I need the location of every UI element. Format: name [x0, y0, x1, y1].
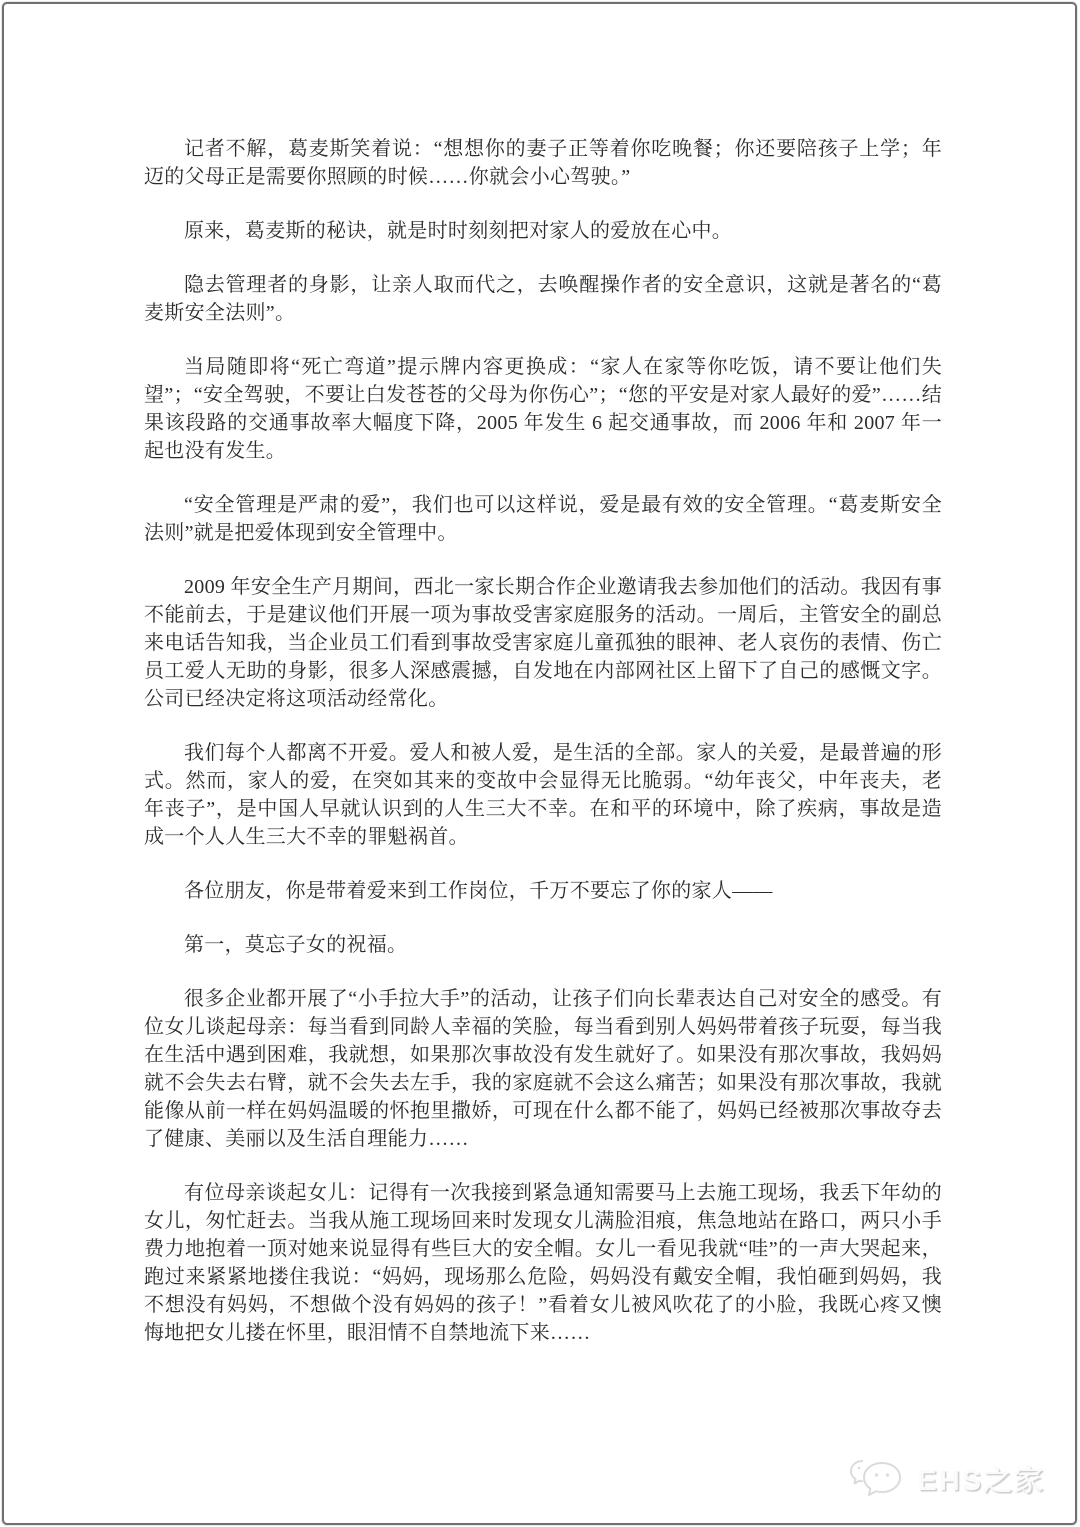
paragraph: 第一，莫忘子女的祝福。 [184, 934, 408, 956]
paragraph: 各位朋友，你是带着爱来到工作岗位，千万不要忘了你的家人—— [184, 880, 773, 902]
watermark-brand-text: EHS之家 [917, 1464, 1045, 1497]
document-page [2, 2, 1077, 1525]
paragraph: 我们每个人都离不开爱。爱人和被人爱，是生活的全部。家人的关爱，是最普遍的形式。然而，家人的爱，在突如其来的变故中会显得无比脆弱。“幼年丧父，中年丧夫，老年丧子”，是中国人早就认识到的人生三大不幸。在和平的环境中，除了疾病，事故是造成一个人人生三大不幸的罪魁祸首。 [144, 742, 942, 848]
paragraph: 2009 年安全生产月期间，西北一家长期合作企业邀请我去参加他们的活动。我因有事不能前去，于是建议他们开展一项为事故受害家庭服务的活动。一周后，主管安全的副总来电话告知我，当企业员工们看到事故受害家庭儿童孤独的眼神、老人哀伤的表情、伤亡员工爱人无助的身影，很多人深感震撼，自发地在内部网社区上留下了自己的感慨文字。公司已经决定将这项活动经常化。 [144, 576, 942, 710]
wechat-icon [849, 1455, 909, 1501]
paragraph: 原来，葛麦斯的秘诀，就是时时刻刻把对家人的爱放在心中。 [184, 220, 733, 242]
paragraph: 有位母亲谈起女儿：记得有一次我接到紧急通知需要马上去施工现场，我丢下年幼的女儿，匆忙赶去。当我从施工现场回来时发现女儿满脸泪痕，焦急地站在路口，两只小手费力地抱着一顶对她来说显得有些巨大的安全帽。女儿一看见我就“哇”的一声大哭起来，跑过来紧紧地搂住我说：“妈妈，现场那么危险，妈妈没有戴安全帽，我怕砸到妈妈，我不想没有妈妈，不想做个没有妈妈的孩子！”看着女儿被风吹花了的小脸，我既心疼又懊悔地把女儿搂在怀里，眼泪情不自禁地流下来…… [144, 1182, 942, 1344]
paragraph: 记者不解，葛麦斯笑着说：“想想你的妻子正等着你吃晚餐；你还要陪孩子上学；年迈的父母正是需要你照顾的时候……你就会小心驾驶。” [144, 138, 942, 188]
article-body [144, 135, 942, 1373]
watermark [849, 1455, 1045, 1501]
paragraph: 隐去管理者的身影，让亲人取而代之，去唤醒操作者的安全意识，这就是著名的“葛麦斯安全法则”。 [144, 274, 942, 324]
paragraph: 很多企业都开展了“小手拉大手”的活动，让孩子们向长辈表达自己对安全的感受。有位女儿谈起母亲：每当看到同龄人幸福的笑脸，每当看到别人妈妈带着孩子玩耍，每当我在生活中遇到困难，我就想，如果那次事故没有发生就好了。如果没有那次事故，我妈妈就不会失去右臂，就不会失去左手，我的家庭就不会这么痛苦；如果没有那次事故，我就能像从前一样在妈妈温暖的怀抱里撒娇，可现在什么都不能了，妈妈已经被那次事故夺去了健康、美丽以及生活自理能力…… [144, 988, 942, 1150]
paragraph: 当局随即将“死亡弯道”提示牌内容更换成：“家人在家等你吃饭，请不要让他们失望”；“安全驾驶，不要让白发苍苍的父母为你伤心”；“您的平安是对家人最好的爱”……结果该段路的交通事故率大幅度下降，2005 年发生 6 起交通事故，而 2006 年和 2007 年一起也没有发生。 [144, 356, 942, 462]
paragraph: “安全管理是严肃的爱”，我们也可以这样说，爱是最有效的安全管理。“葛麦斯安全法则”就是把爱体现到安全管理中。 [144, 494, 942, 544]
